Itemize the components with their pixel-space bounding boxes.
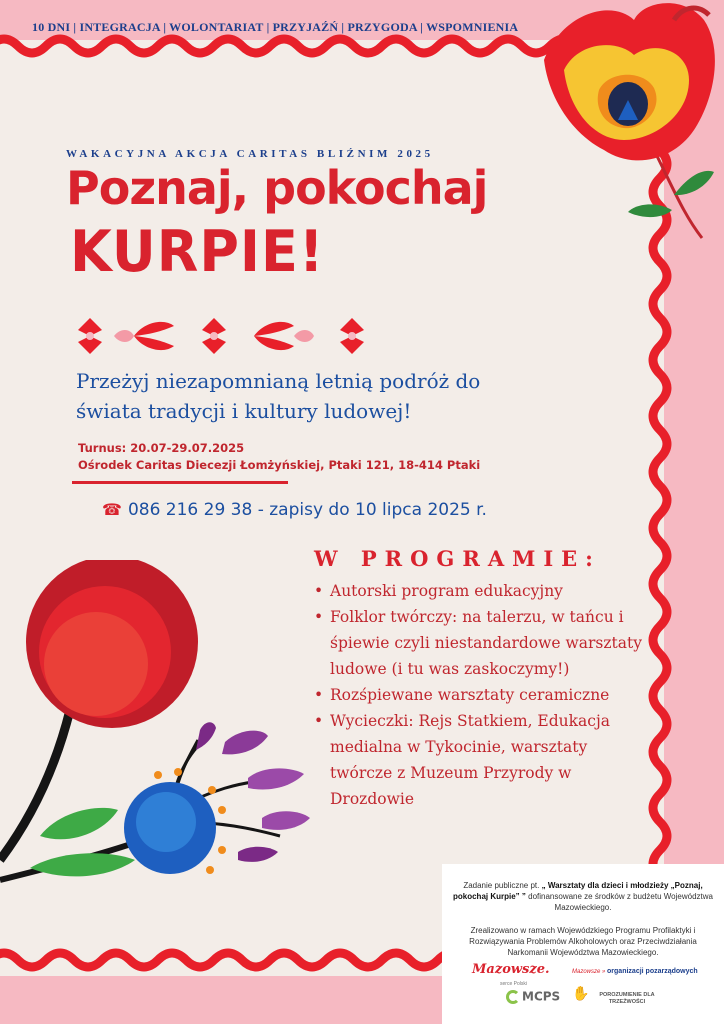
title-line2: KURPIE! [70,218,325,285]
title-line1: Poznaj, pokochaj [66,161,488,215]
funding-note [452,880,714,913]
mcps-ring-icon [506,990,520,1004]
mcps-logo [506,990,560,1004]
lead-text: Przeżyj niezapomnianą letnią podróż do świata tradycji i kultury ludowej! [76,369,481,423]
phone-icon: ☎ [102,500,122,519]
funding-note-title: „ Warsztaty dla dzieci i młodzieży „Poznaj, pokochaj Kurpie” ” [453,881,703,901]
turnus-underline [72,481,288,484]
funding-footer [442,864,724,1024]
hand-icon: ✋ [572,985,590,1001]
program-item: • Autorski program edukacyjny [312,578,642,604]
program-item: • Wycieczki: Rejs Statkiem, Edukacja medialna w Tykocinie, warsztaty twórcze z Muzeum Przyrody w Drozdowie [312,708,642,812]
porozumienie-logo-text: POROZUMIENIE DLA TRZEŹWOŚCI [599,992,655,1005]
program-item: • Folklor twórczy: na talerzu, w tańcu i śpiewie czyli niestandardowe warsztaty ludowe (i tu was zaskoczymy!) [312,604,642,682]
ngo-logo-text: organizacji pozarządowych [607,968,698,975]
ngo-logo [572,966,698,978]
top-tagline: 10 DNI | INTEGRACJA | WOLONTARIAT | PRZYJAŹŃ | PRZYGODA | WSPOMNIENIA [32,20,519,34]
porozumienie-logo [572,985,662,1006]
mcps-logo-text: MCPS [522,989,561,1004]
phone-text: 086 216 29 38 - zapisy do 10 lipca 2025 r. [127,500,487,520]
funding-note-start: Zadanie publiczne pt. [463,881,542,890]
program-note: Zrealizowano w ramach Wojewódzkiego Programu Profilaktyki i Rozwiązywania Problemów Alkoholowych oraz Przeciwdziałania Narkomanii Województwa Mazowieckiego. [469,926,697,957]
program-title: W PROGRAMIE: [314,546,601,571]
program-list [312,578,642,812]
mazowsze-logo: Mazowsze. [472,962,550,977]
phone-line [102,500,487,520]
kicker-text: WAKACYJNA AKCJA CARITAS BLIŹNIM 2025 [66,148,434,160]
venue-address: Ośrodek Caritas Diecezji Łomżyńskiej, Ptaki 121, 18-414 Ptaki [78,458,481,472]
folk-flower-top-icon [524,0,724,250]
program-item: • Rozśpiewane warsztaty ceramiczne [312,682,642,708]
ngo-logo-prefix: Mazowsze » [572,969,606,975]
folk-ornament-divider-icon [74,310,374,362]
folk-flower-bottom-icon [0,560,320,900]
turnus-info [78,440,480,474]
funding-note-end: dofinansowane ze środków z budżetu Województwa Mazowieckiego. [525,892,713,912]
turnus-dates: Turnus: 20.07-29.07.2025 [78,441,245,455]
mazowsze-logo-sub: serce Polski [500,981,527,987]
sponsor-logos [442,964,724,1024]
